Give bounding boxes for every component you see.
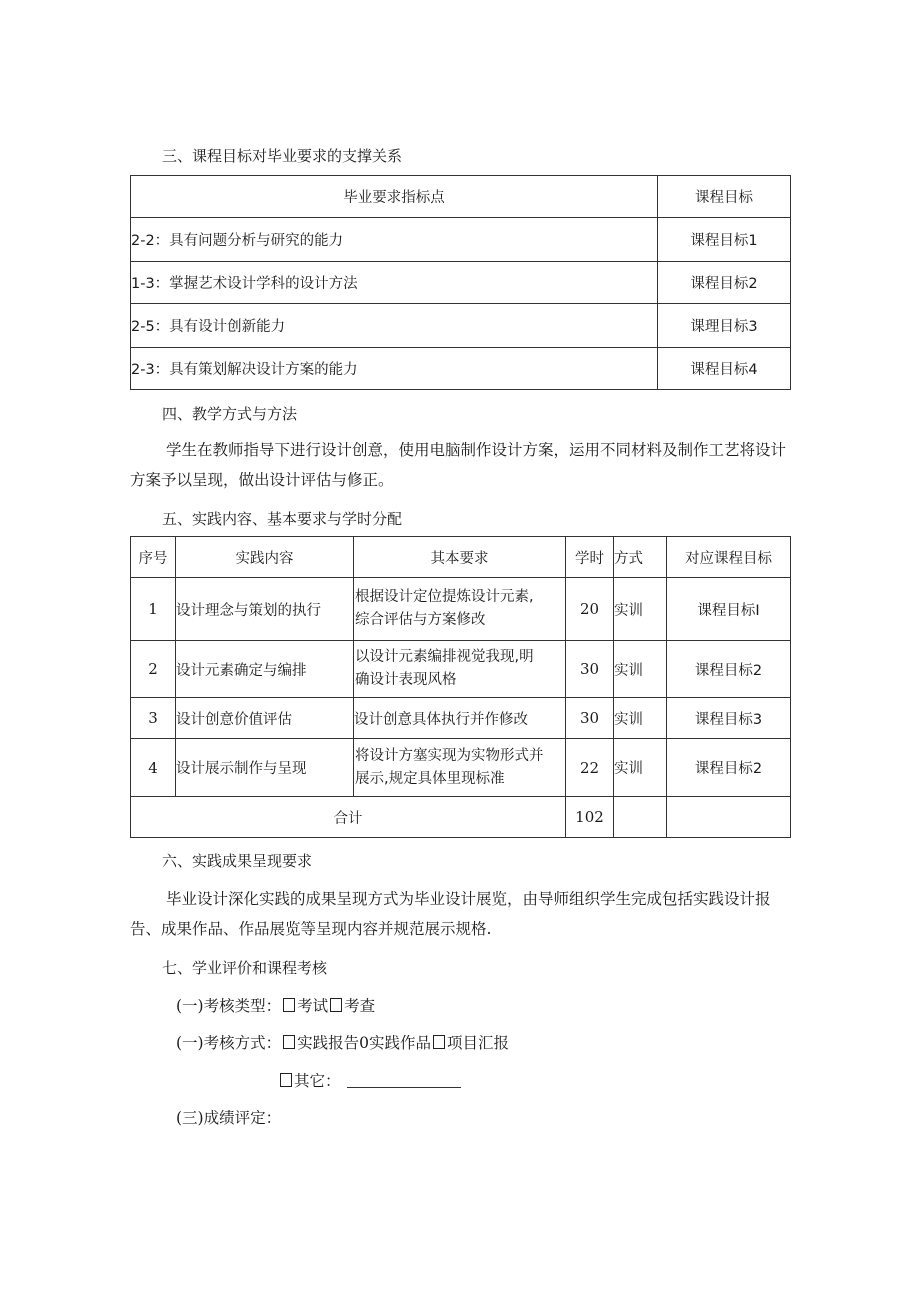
- section5-heading: 五、实践内容、基本要求与学时分配: [162, 510, 403, 528]
- assessment-type-label: (一)考核类型：: [176, 997, 282, 1015]
- header-requirement: 其本要求: [354, 537, 566, 578]
- other-checkbox[interactable]: [280, 1073, 292, 1087]
- goal-cell: 课程目标2: [658, 262, 791, 304]
- goal-support-table: [130, 175, 791, 390]
- table-row: [131, 641, 791, 698]
- row-hours: 22: [566, 739, 614, 797]
- row-content: 设计理念与策划的执行: [176, 578, 354, 641]
- row-goal: 课程目标2: [667, 641, 791, 698]
- total-mode-empty: [614, 797, 667, 838]
- row-hours: 20: [566, 578, 614, 641]
- table-header-row: [131, 176, 791, 218]
- goal-cell: 课理目标3: [658, 304, 791, 348]
- assessment-type-line: [176, 994, 375, 1016]
- header-goal: 课程目标: [658, 176, 791, 218]
- row-no: 4: [131, 739, 176, 797]
- section6-heading: 六、实践成果呈现要求: [162, 852, 313, 870]
- indicator-cell: 2-5：具有设计创新能力: [131, 304, 658, 348]
- section7-heading: 七、学业评价和课程考核: [162, 959, 328, 977]
- indicator-cell: 1-3：掌握艺术设计学科的设计方法: [131, 262, 658, 304]
- section3-heading: 三、课程目标对毕业要求的支撑关系: [162, 147, 403, 165]
- table-row: [131, 578, 791, 641]
- header-content: 实践内容: [176, 537, 354, 578]
- review-option-label: 考查: [344, 997, 376, 1015]
- row-content: 设计展示制作与呈现: [176, 739, 354, 797]
- row-content: 设计创意价值评估: [176, 698, 354, 739]
- project-checkbox[interactable]: [433, 1035, 445, 1049]
- row-hours: 30: [566, 698, 614, 739]
- assessment-method-line: [176, 1031, 509, 1053]
- row-requirement: [354, 641, 566, 698]
- indicator-cell: 2-2：具有问题分析与研究的能力: [131, 218, 658, 262]
- header-indicator: 毕业要求指标点: [131, 176, 658, 218]
- header-mode: 方式: [614, 537, 667, 578]
- table-total-row: [131, 797, 791, 838]
- total-hours: 102: [566, 797, 614, 838]
- header-no: 序号: [131, 537, 176, 578]
- row-requirement: [354, 578, 566, 641]
- report-checkbox[interactable]: [283, 1035, 295, 1049]
- requirement-line-2: 展示,规定具体里现标准: [355, 770, 505, 787]
- section4-paragraph: 学生在教师指导下进行设计创意，使用电脑制作设计方案，运用不同材料及制作工艺将设计方案予以呈现，做出设计评估与修正。: [130, 441, 787, 489]
- row-goal: 课程目标2: [667, 739, 791, 797]
- table-row: [131, 348, 791, 390]
- report-option-label: 实践报告0实践作品: [297, 1034, 431, 1052]
- row-no: 1: [131, 578, 176, 641]
- table-row: [131, 262, 791, 304]
- table-header-row: [131, 537, 791, 578]
- row-mode: 实训: [614, 698, 667, 739]
- total-goal-empty: [667, 797, 791, 838]
- requirement-line-1: 以设计元素编排视觉我现,明: [355, 649, 534, 665]
- indicator-cell: 2-3：具有策划解决设计方案的能力: [131, 348, 658, 390]
- table-row: [131, 698, 791, 739]
- row-goal: 课程目标I: [667, 578, 791, 641]
- other-method-line: [278, 1069, 461, 1091]
- row-mode: 实训: [614, 641, 667, 698]
- assessment-method-label: (一)考核方式：: [176, 1034, 282, 1052]
- row-mode: 实训: [614, 739, 667, 797]
- other-label: 其它：: [294, 1072, 341, 1090]
- exam-checkbox[interactable]: [283, 998, 295, 1012]
- row-no: 2: [131, 641, 176, 698]
- table-row: [131, 304, 791, 348]
- row-hours: 30: [566, 641, 614, 698]
- row-no: 3: [131, 698, 176, 739]
- row-goal: 课程目标3: [667, 698, 791, 739]
- requirement-line-2: 综合评估与方案修改: [355, 612, 486, 628]
- table-row: [131, 739, 791, 797]
- requirement-line-1: 根据设计定位提炼设计元素,: [355, 589, 534, 605]
- header-goal: 对应课程目标: [667, 537, 791, 578]
- row-requirement: [354, 739, 566, 797]
- goal-cell: 课程目标1: [658, 218, 791, 262]
- row-content: 设计元素确定与编排: [176, 641, 354, 698]
- review-checkbox[interactable]: [330, 998, 342, 1012]
- requirement-line-1: 将设计方塞实现为实物形式并: [355, 747, 544, 764]
- requirement-line-2: 确设计表现风格: [355, 672, 457, 688]
- section6-paragraph: 毕业设计深化实践的成果呈现方式为毕业设计展览，由导师组织学生完成包括实践设计报告、成果作品、作品展览等呈现内容并规范展示规格.: [130, 890, 771, 938]
- practice-table: [130, 536, 791, 838]
- exam-option-label: 考试: [297, 997, 329, 1015]
- table-row: [131, 218, 791, 262]
- row-mode: 实训: [614, 578, 667, 641]
- goal-cell: 课程目标4: [658, 348, 791, 390]
- row-requirement: 设计创意具体执行并作修改: [354, 698, 566, 739]
- total-label: 合计: [131, 797, 566, 838]
- other-blank-field[interactable]: [347, 1072, 461, 1088]
- header-hours: 学时: [566, 537, 614, 578]
- section4-heading: 四、教学方式与方法: [162, 405, 298, 423]
- project-option-label: 项目汇报: [446, 1034, 509, 1052]
- grade-label: (三)成绩评定：: [176, 1109, 282, 1127]
